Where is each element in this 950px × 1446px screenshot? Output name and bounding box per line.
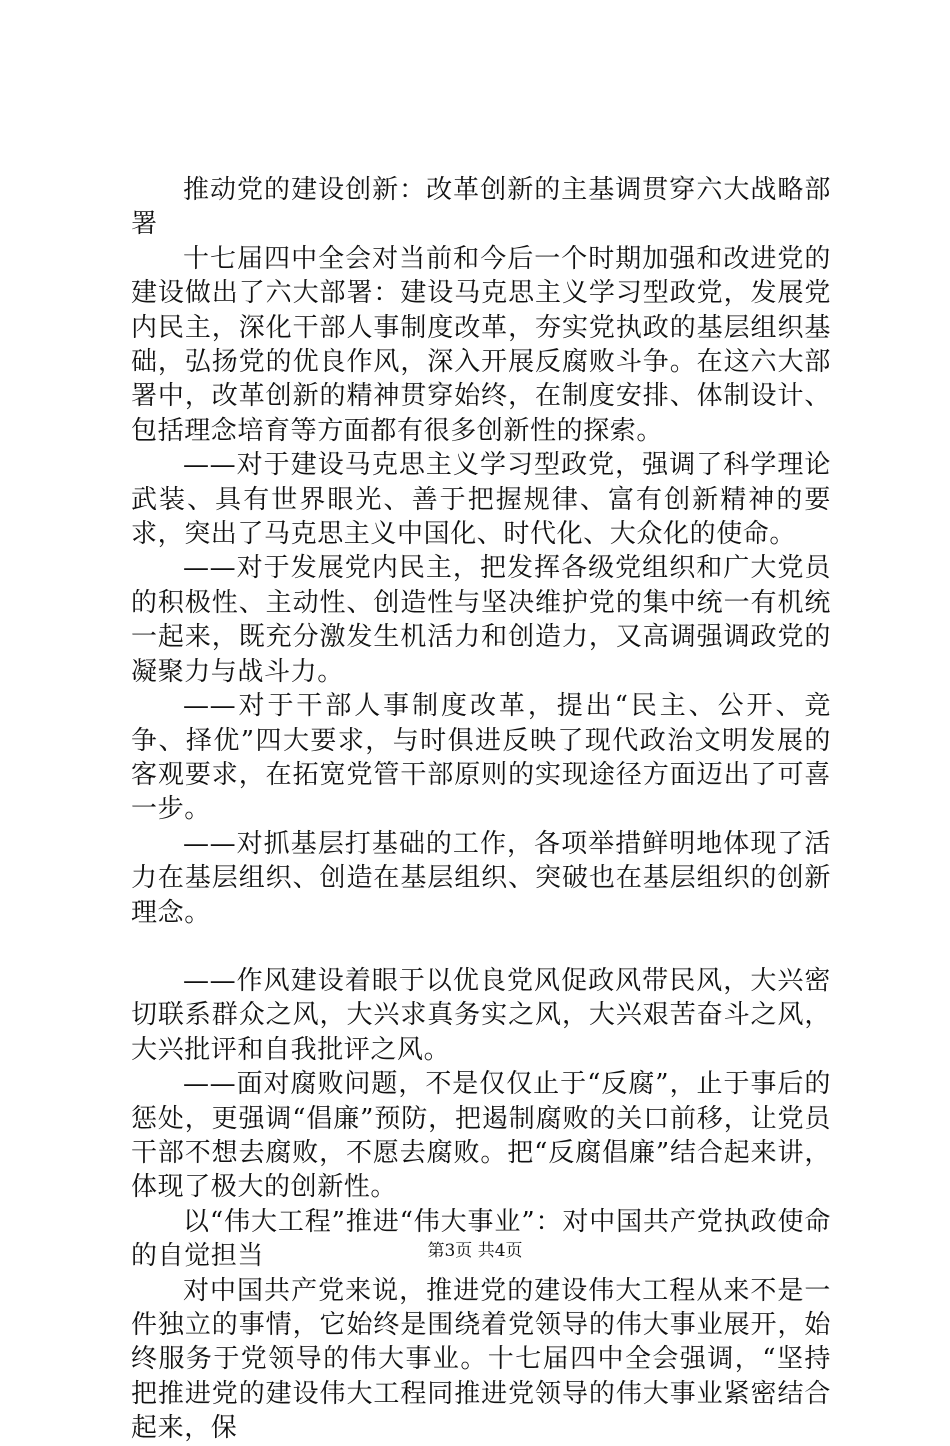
body-paragraph: 对中国共产党来说，推进党的建设伟大工程从来不是一件独立的事情，它始终是围绕着党领导的伟大事业展开，始终服务于党领导的伟大事业。十七届四中全会强调，“坚持把推进党的建设伟大工程同推进党领导的伟大事业紧密结合起来，保 — [131, 1275, 831, 1444]
body-paragraph: ——面对腐败问题，不是仅仅止于“反腐”，止于事后的惩处，更强调“倡廉”预防，把遏制腐败的关口前移，让党员干部不想去腐败，不愿去腐败。把“反腐倡廉”结合起来讲，体现了极大的创新性。 — [131, 1069, 831, 1203]
page-number-footer: 第3页 共4页 — [427, 1241, 523, 1261]
body-paragraph: ——作风建设着眼于以优良党风促政风带民风，大兴密切联系群众之风，大兴求真务实之风，大兴艰苦奋斗之风，大兴批评和自我批评之风。 — [131, 965, 831, 1065]
body-paragraph: ——对抓基层打基础的工作，各项举措鲜明地体现了活力在基层组织、创造在基层组织、突破也在基层组织的创新理念。 — [131, 828, 831, 928]
section-heading: 以“伟大工程”推进“伟大事业”：对中国共产党执政使命的自觉担当 — [131, 1206, 831, 1272]
body-paragraph: ——对于干部人事制度改革，提出“民主、公开、竞争、择优”四大要求，与时俱进反映了现代政治文明发展的客观要求，在拓宽党管干部原则的实现途径方面迈出了可喜一步。 — [131, 691, 831, 825]
section-heading: 推动党的建设创新：改革创新的主基调贯穿六大战略部署 — [131, 175, 831, 240]
body-paragraph: ——对于发展党内民主，把发挥各级党组织和广大党员的积极性、主动性、创造性与坚决维护党的集中统一有机统一起来，既充分激发生机活力和创造力，又高调强调政党的凝聚力与战斗力。 — [131, 553, 831, 687]
body-paragraph: ——对于建设马克思主义学习型政党，强调了科学理论武装、具有世界眼光、善于把握规律、富有创新精神的要求，突出了马克思主义中国化、时代化、大众化的使命。 — [131, 450, 831, 550]
body-paragraph: 十七届四中全会对当前和今后一个时期加强和改进党的建设做出了六大部署：建设马克思主义学习型政党，发展党内民主，深化干部人事制度改革，夯实党执政的基层组织基础，弘扬党的优良作风，深入开展反腐败斗争。在这六大部署中，改革创新的精神贯穿始终，在制度安排、体制设计、包括理念培育等方面都有很多创新性的探索。 — [131, 243, 831, 446]
